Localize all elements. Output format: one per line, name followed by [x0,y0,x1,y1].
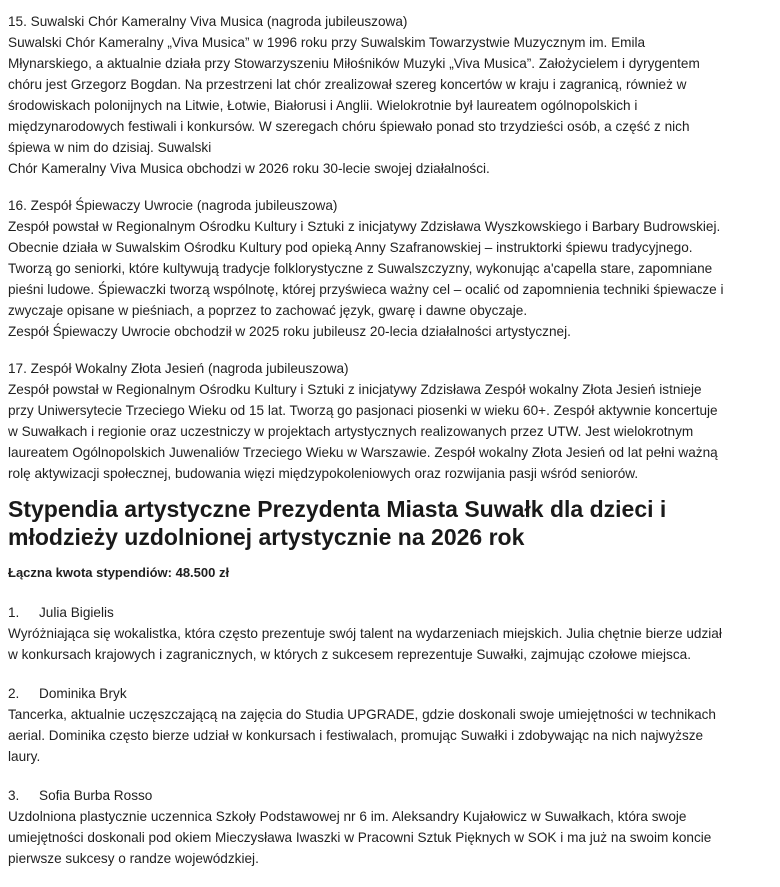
scholar-name: Dominika Bryk [39,686,127,701]
text-line: Młynarskiego, a aktualnie działa przy Stowarzyszeniu Miłośników Muzyki „Viva Musica”. Założycielem i dyrygentem [8,56,700,71]
text-line: laury. [8,749,41,764]
scholar-header [8,785,722,806]
text-line: aerial. Dominika często bierze udział w konkursach i festiwalach, promując Suwałki i zdobywając na nich najwyższe [8,728,704,743]
text-line: rolę aktywizacji społecznej, budowania więzi międzypokoleniowych oraz rozwijania pasji wśród seniorów. [8,466,639,481]
text-line: Zespół powstał w Regionalnym Ośrodku Kultury i Sztuki z inicjatywy Zdzisława Wyszkowskiego i Barbary Budrowskiej. [8,219,721,234]
scholarships-total: Łączna kwota stypendiów: 48.500 zł [8,565,230,580]
scholar-description [8,704,722,767]
text-line: chóru jest Grzegorz Bogdan. Na przestrzeni lat chór zrealizował szereg koncertów w kraju i zagranicą, również w [8,77,687,92]
scholar-description [8,623,722,665]
text-line: w Suwałkach i regionie oraz uczestniczy w projektach artystycznych realizowanych przez UTW. Jest wielokrotnym [8,424,694,439]
award-title: 17. Zespół Wokalny Złota Jesień (nagroda jubileuszowa) [8,361,349,376]
award-title: 15. Suwalski Chór Kameralny Viva Musica (nagroda jubileuszowa) [8,14,408,29]
scholar-name: Sofia Burba Rosso [39,788,153,803]
scholarship-list [8,602,722,869]
awards-list [8,11,724,484]
award-item-17 [8,358,724,484]
text-line: Tancerka, aktualnie uczęszczającą na zajęcia do Studia UPGRADE, gdzie doskonali swoje umiejętności w technikach [8,707,716,722]
scholar-item [8,683,722,767]
text-line: międzynarodowych festiwali i konkursów. W szeregach chóru śpiewało ponad sto trzydzieści osób, a część z nich [8,119,690,134]
award-description [8,216,724,342]
text-line: środowiskach polonijnych na Litwie, Łotwie, Białorusi i Anglii. Wielokrotnie był laureatem ogólnopolskich i [8,98,638,113]
award-item-16 [8,195,724,342]
scholar-item [8,602,722,665]
text-line: Zespół powstał w Regionalnym Ośrodku Kultury i Sztuki z inicjatywy Zdzisława Zespół wokalny Złota Jesień istnieje [8,382,702,397]
award-description [8,379,724,484]
scholar-description [8,806,722,869]
text-line: Zespół Śpiewaczy Uwrocie obchodził w 2025 roku jubileusz 20-lecia działalności artystycznej. [8,324,571,339]
scholar-item [8,785,722,869]
text-line: Wyróżniająca się wokalistka, która często prezentuje swój talent na wydarzeniach miejskich. Julia chętnie bierze udział [8,626,722,641]
text-line: pieśni ludowe. Śpiewaczki tworzą wspólnotę, której przyświeca ważny cel – ocalić od zapomnienia techniki śpiewacze i [8,282,724,297]
scholar-number: 2. [8,686,20,701]
award-item-15 [8,11,724,179]
text-line: Uzdolniona plastycznie uczennica Szkoły Podstawowej nr 6 im. Aleksandry Kujałowicz w Suwałkach, która swoje [8,809,687,824]
scholar-header [8,602,722,623]
scholar-header [8,683,722,704]
text-line: pierwsze sukcesy o randze wojewódzkiej. [8,851,259,866]
scholar-number: 1. [8,605,20,620]
text-line: Tworzą go seniorki, które kultywują tradycje folklorystyczne z Suwalszczyzny, wykonując a'capella stare, zapomniane [8,261,713,276]
text-line: zwyczaje opisane w pieśniach, a poprzez to zachować język, gwarę i dawne obyczaje. [8,303,528,318]
text-line: w konkursach krajowych i zagranicznych, w których z sukcesem reprezentuje Suwałki, zajmując czołowe miejsca. [8,647,691,662]
scholarships-heading: Stypendia artystyczne Prezydenta Miasta Suwałk dla dzieci i młodzieży uzdolnionej artystycznie na 2026 rok [8,496,667,550]
text-line: laureatem Ogólnopolskich Juwenaliów Trzeciego Wieku w Warszawie. Zespół wokalny Złota Jesień od lat pełni ważną [8,445,718,460]
text-line: Suwalski Chór Kameralny „Viva Musica” w 1996 roku przy Suwalskim Towarzystwie Muzycznym im. Emila [8,35,646,50]
text-line: przy Uniwersytecie Trzeciego Wieku od 15 lat. Tworzą go pasjonaci piosenki w wieku 60+. Zespół aktywnie koncertuje [8,403,718,418]
text-line: Obecnie działa w Suwalskim Ośrodku Kultury pod opieką Anny Szafranowskiej – instruktorki śpiewu tradycyjnego. [8,240,693,255]
scholar-number: 3. [8,788,20,803]
text-line: umiejętności doskonali pod okiem Mieczysława Iwaszki w Pracowni Sztuk Pięknych w SOK i ma już na swoim koncie [8,830,712,845]
award-title: 16. Zespół Śpiewaczy Uwrocie (nagroda jubileuszowa) [8,198,338,213]
text-line: Chór Kameralny Viva Musica obchodzi w 2026 roku 30-lecie swojej działalności. [8,161,490,176]
award-description [8,32,724,179]
text-line: śpiewa w nim do dzisiaj. Suwalski [8,140,212,155]
scholar-name: Julia Bigielis [39,605,114,620]
